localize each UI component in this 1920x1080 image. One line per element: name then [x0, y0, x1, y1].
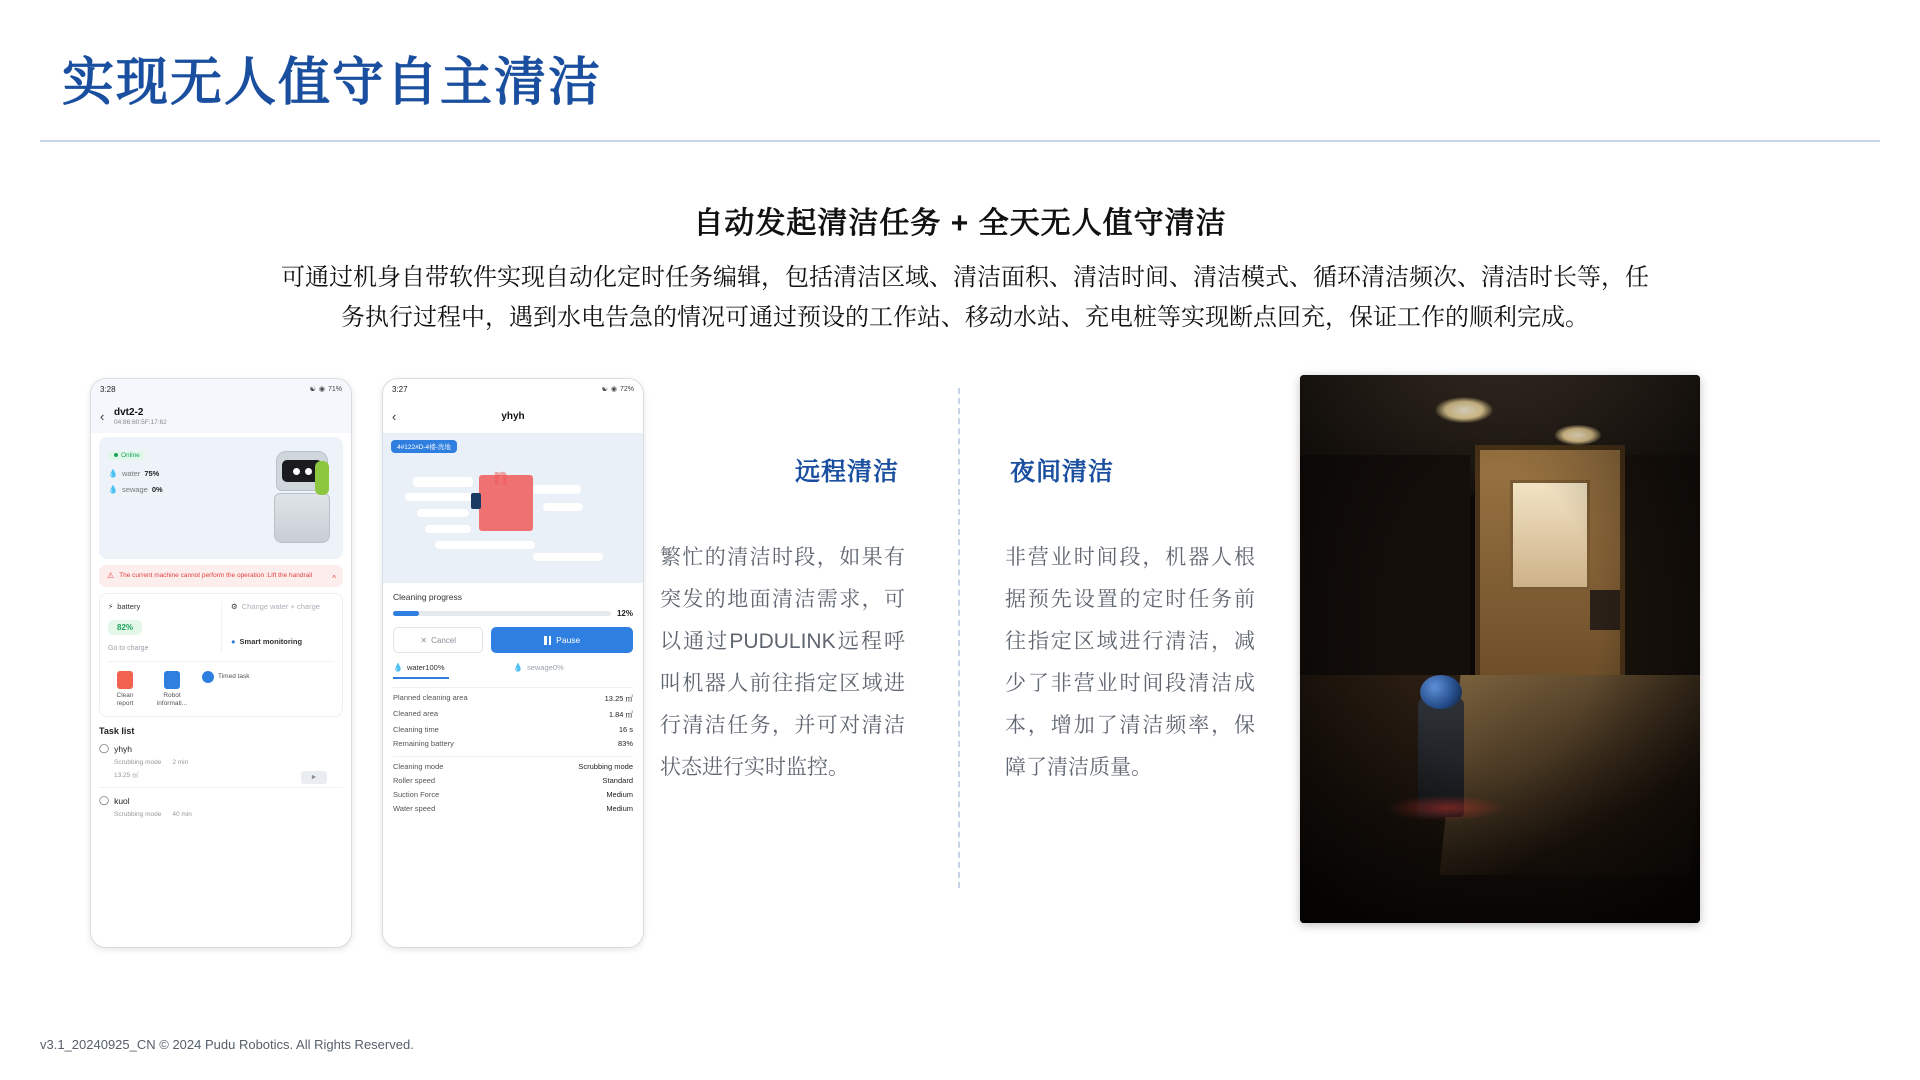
- sewage-level-label: sewage0%: [526, 663, 564, 672]
- active-tab-underline: [393, 677, 449, 679]
- robot-information-button[interactable]: Robot informati...: [155, 671, 189, 708]
- stat-row: [383, 688, 643, 704]
- robot-position-marker: [471, 493, 481, 509]
- sewage-level: [513, 663, 633, 672]
- battery-icon: ⚡: [108, 602, 114, 611]
- task-mode: Scrubbing mode: [114, 811, 162, 818]
- title-divider: [40, 140, 1880, 142]
- robot-info-icon: [164, 671, 180, 689]
- pause-label: Pause: [556, 635, 581, 645]
- back-icon[interactable]: ‹: [392, 408, 397, 424]
- footer-copyright: v3.1_20240925_CN © 2024 Pudu Robotics. All Rights Reserved.: [40, 1037, 414, 1052]
- status-time: 3:27: [392, 384, 408, 394]
- setting-key: Suction Force: [393, 790, 440, 799]
- section-body: 可通过机身自带软件实现自动化定时任务编辑，包括清洁区域、清洁面积、清洁时间、清洁模式、循环清洁频次、清洁时长等，任务执行过程中，遇到水电告急的情况可通过预设的工作站、移动水站、充电桩等实现断点回充，保证工作的顺利完成。: [281, 264, 1649, 331]
- progress-section: [383, 583, 643, 618]
- task-divider: [99, 787, 343, 788]
- column-body-night: 非营业时间段，机器人根据预先设置的定时任务前往指定区域进行清洁，减少了非营业时间段清洁成本，增加了清洁频率，保障了清洁质量。: [1005, 546, 1255, 779]
- phone-mockup-robot-detail: [90, 378, 352, 948]
- page-title: 实现无人值守自主清洁: [62, 54, 603, 112]
- status-badge: [108, 451, 146, 460]
- task-icon: ◯: [99, 795, 110, 805]
- phone-mockup-cleaning-progress: [382, 378, 644, 948]
- battery-percent: 72%: [619, 385, 634, 393]
- progress-bar: [393, 611, 611, 616]
- smart-monitoring-button[interactable]: ● Smart monitoring: [231, 637, 303, 646]
- timed-task-button[interactable]: Timed task: [202, 671, 262, 683]
- monitoring-icon: ●: [231, 637, 236, 646]
- robot-body-icon: [274, 493, 330, 543]
- setting-row: [383, 785, 643, 799]
- sewage-drop-icon: 💧: [108, 485, 118, 494]
- status-bar: [383, 379, 643, 399]
- sewage-value: 0%: [151, 485, 163, 494]
- alert-banner: [99, 565, 343, 587]
- setting-key: Water speed: [393, 804, 436, 813]
- levels-row: [383, 653, 643, 672]
- signal-icon: ☯: [309, 386, 316, 393]
- setting-value: Standard: [602, 776, 633, 785]
- setting-value: Scrubbing mode: [578, 762, 633, 771]
- task-mode: Scrubbing mode: [114, 759, 162, 766]
- map-view[interactable]: [383, 433, 643, 583]
- setting-value: Medium: [606, 804, 633, 813]
- online-label: Online: [121, 451, 140, 459]
- pause-button[interactable]: [491, 627, 633, 653]
- task-duration: 2 min: [172, 759, 189, 766]
- sewage-drop-icon: 💧: [513, 663, 523, 672]
- stat-row: [383, 734, 643, 748]
- battery-percent: 71%: [327, 385, 342, 393]
- control-panel: [99, 593, 343, 717]
- go-to-charge-button[interactable]: Go to charge: [108, 645, 149, 652]
- stat-value: 83%: [617, 739, 633, 748]
- setting-row: [383, 771, 643, 785]
- wifi-icon: ◉: [318, 386, 325, 393]
- stat-value: 13.25 ㎡: [604, 694, 633, 703]
- setting-row: [383, 799, 643, 813]
- brand-watermark-icon: ո: [493, 464, 509, 491]
- status-bar: [91, 379, 351, 399]
- column-divider: [958, 388, 960, 888]
- timed-task-icon: [202, 671, 214, 683]
- water-label: water: [121, 469, 141, 478]
- stat-key: Planned cleaning area: [393, 693, 468, 702]
- progress-label: Cleaning progress: [393, 592, 462, 602]
- task-list-item[interactable]: [99, 795, 343, 818]
- panel-divider: [108, 661, 334, 662]
- task-name: yhyh: [114, 743, 133, 754]
- section-subtitle: 自动发起清洁任务 + 全天无人值守清洁: [693, 207, 1227, 240]
- task-duration: 40 min: [172, 811, 192, 818]
- robot-illustration: [271, 451, 333, 547]
- sewage-label: sewage: [121, 485, 148, 494]
- collapse-icon[interactable]: ^: [332, 574, 336, 583]
- water-value: 75%: [144, 469, 160, 478]
- back-icon[interactable]: ‹: [100, 408, 105, 424]
- task-list-title: Task list: [99, 726, 135, 736]
- robot-name: dvt2-2: [114, 406, 144, 418]
- pause-icon: [544, 636, 551, 645]
- water-drop-icon: 💧: [108, 469, 118, 478]
- water-drop-icon: 💧: [393, 663, 403, 672]
- robot-status-card: [99, 437, 343, 559]
- status-time: 3:28: [100, 384, 116, 394]
- setting-row: [383, 757, 643, 771]
- alert-text: The current machine cannot perform the operation :Lift the handrail: [119, 572, 313, 579]
- clean-report-icon: [117, 671, 133, 689]
- map-area-chip: 4#122#D-4楼-洗地: [391, 440, 457, 453]
- night-cleaning-photo: [1300, 375, 1700, 923]
- column-heading-remote: 远程清洁: [795, 458, 900, 486]
- column-body-remote: 繁忙的清洁时段，如果有突发的地面清洁需求，可以通过PUDULINK远程呼叫机器人前往指定区域进行清洁任务，并可对清洁状态进行实时监控。: [660, 546, 905, 779]
- water-charge-icon: ⚙: [231, 602, 238, 611]
- clean-report-button[interactable]: Clean report: [108, 671, 142, 708]
- robot-accent: [315, 461, 329, 495]
- stat-row: [383, 720, 643, 734]
- setting-value: Medium: [606, 790, 633, 799]
- nav-bar: [91, 399, 351, 433]
- battery-label: battery: [117, 602, 141, 611]
- battery-value: 82%: [108, 620, 142, 635]
- stat-value: 1.84 ㎡: [608, 710, 633, 719]
- battery-row: [108, 602, 221, 611]
- signal-icon: ☯: [601, 386, 608, 393]
- task-list-item[interactable]: [99, 743, 343, 779]
- water-level: [393, 663, 513, 672]
- warning-icon: ⚠: [107, 571, 115, 580]
- task-name: kuol: [114, 795, 130, 806]
- online-dot-icon: [114, 453, 118, 457]
- play-task-button[interactable]: ►: [301, 771, 327, 784]
- task-title: yhyh: [501, 410, 525, 422]
- stat-row: [383, 704, 643, 720]
- task-icon: ◯: [99, 743, 110, 753]
- change-water-charge-button[interactable]: ⚙ Change water + charge: [231, 602, 320, 611]
- water-level-label: water100%: [406, 663, 445, 672]
- setting-key: Cleaning mode: [393, 762, 444, 771]
- nav-bar: [383, 399, 643, 433]
- robot-mac: 04:86:60:5F:17:62: [114, 418, 167, 426]
- stat-key: Cleaned area: [393, 709, 439, 718]
- stat-key: Remaining battery: [393, 739, 454, 748]
- setting-key: Roller speed: [393, 776, 436, 785]
- stat-value: 16 s: [618, 725, 633, 734]
- stat-key: Cleaning time: [393, 725, 439, 734]
- progress-percent: 12%: [616, 609, 633, 618]
- cancel-label: Cancel: [431, 635, 457, 645]
- column-heading-night: 夜间清洁: [1010, 458, 1115, 486]
- cancel-button[interactable]: [393, 627, 483, 653]
- close-icon: ✕: [420, 635, 428, 645]
- wifi-icon: ◉: [610, 386, 617, 393]
- task-area: 13.25 ㎡: [114, 772, 139, 779]
